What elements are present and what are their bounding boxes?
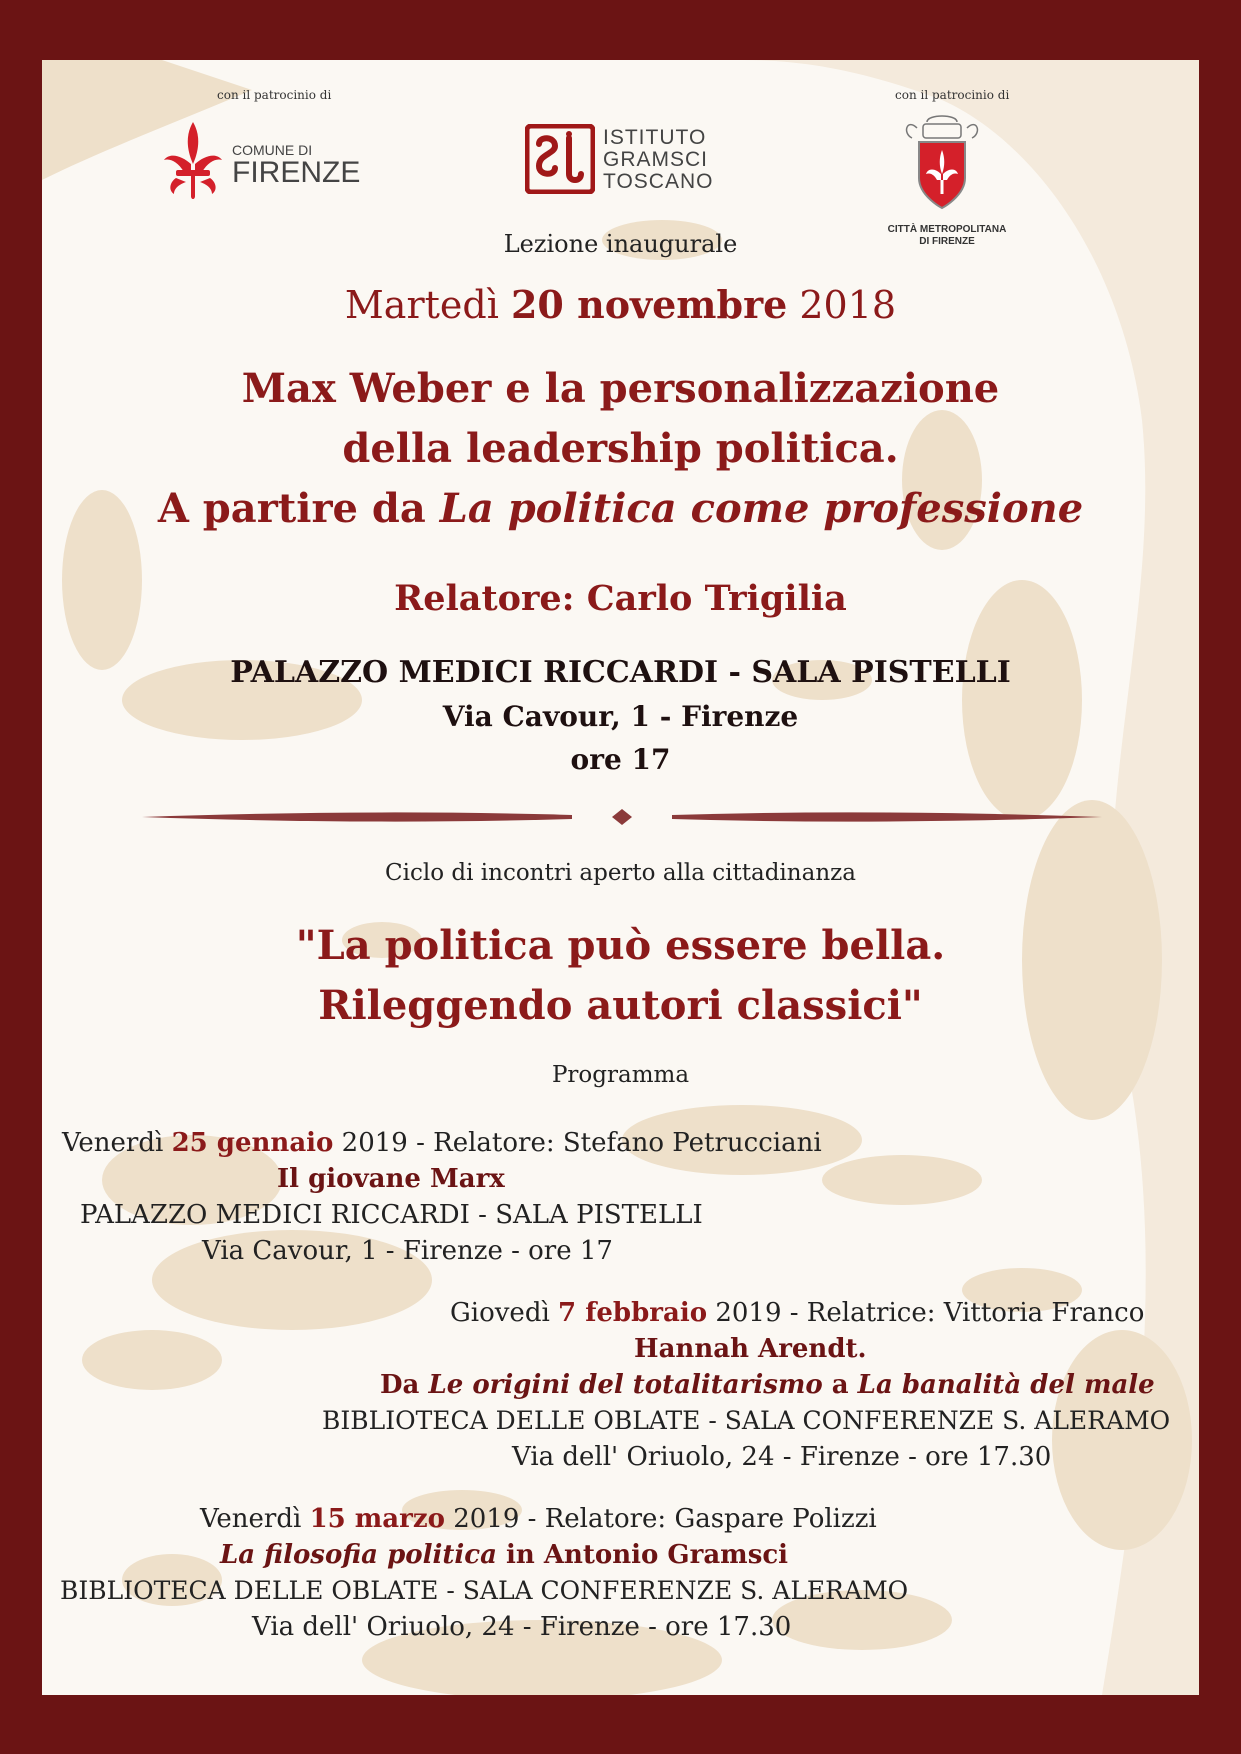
logo-gramsci-line2: GRAMSCI — [603, 148, 709, 171]
logo-citta-line1: CITTÀ METROPOLITANA — [887, 224, 1007, 235]
event-3-date: 15 marzo — [309, 1504, 445, 1534]
event-1-title: Il giovane Marx — [277, 1164, 505, 1194]
logo-gramsci-line3: TOSCANO — [603, 170, 714, 193]
event-3-title-italic: La filosofia politica — [220, 1540, 497, 1570]
event-2-date: 7 febbraio — [558, 1298, 708, 1328]
event-3-date-line — [200, 1504, 877, 1534]
event-1-venue: PALAZZO MEDICI RICCARDI - SALA PISTELLI — [80, 1200, 703, 1230]
lecture-title-line3-pre: A partire da — [157, 485, 426, 532]
lecture-venue: PALAZZO MEDICI RICCARDI - SALA PISTELLI — [230, 655, 1011, 690]
programma-label: Programma — [551, 1062, 690, 1088]
event-2-speaker: 2019 - Relatrice: Vittoria Franco — [715, 1298, 1145, 1328]
event-3-speaker: 2019 - Relatore: Gaspare Polizzi — [453, 1504, 877, 1534]
lecture-title-line3 — [42, 485, 1199, 532]
lecture-date — [42, 282, 1199, 327]
event-2-subtitle — [380, 1370, 1155, 1400]
event-1-day: Venerdì — [62, 1128, 164, 1158]
coat-of-arms-icon — [897, 108, 987, 218]
poster — [42, 60, 1199, 1695]
event-1-speaker: 2019 - Relatore: Stefano Petrucciani — [341, 1128, 822, 1158]
fleur-de-lis-icon — [162, 120, 224, 202]
logo-citta-line2: DI FIRENZE — [919, 236, 975, 247]
logo-gramsci-line1: ISTITUTO — [603, 126, 707, 149]
event-2-day: Giovedì — [450, 1298, 550, 1328]
event-2-subtitle-da: Da — [380, 1370, 420, 1400]
lecture-address: Via Cavour, 1 - Firenze — [442, 700, 799, 733]
event-3-title-rest: in Antonio Gramsci — [506, 1540, 789, 1570]
lecture-speaker: Relatore: Carlo Trigilia — [394, 578, 847, 619]
logo-istituto-gramsci — [525, 122, 725, 200]
patrocinio-right-note: con il patrocinio di — [895, 88, 1010, 102]
event-2-venue: BIBLIOTECA DELLE OBLATE - SALA CONFERENZE S. ALERAMO — [322, 1406, 1171, 1435]
lecture-time: ore 17 — [570, 743, 671, 776]
gramsci-mark-icon — [525, 124, 595, 194]
lecture-title-line2: della leadership politica. — [342, 425, 899, 472]
logo-firenze-line2: FIRENZE — [232, 156, 361, 189]
event-2-subtitle-work2: La banalità del male — [857, 1370, 1155, 1400]
lecture-date-year: 2018 — [799, 283, 897, 327]
lecture-date-day: Martedì — [344, 283, 499, 327]
cycle-intro: Ciclo di incontri aperto alla cittadinanza — [385, 860, 856, 886]
lecture-date-main: 20 novembre — [510, 282, 788, 327]
logo-firenze-line1: COMUNE DI — [232, 142, 313, 158]
cycle-title-line1: "La politica può essere bella. — [295, 922, 946, 969]
event-2-subtitle-a: a — [831, 1370, 849, 1400]
patrocinio-left-note: con il patrocinio di — [217, 88, 332, 102]
lecture-kind: Lezione inaugurale — [503, 230, 738, 258]
event-3-address: Via dell' Oriuolo, 24 - Firenze - ore 17.30 — [252, 1612, 792, 1642]
event-3-day: Venerdì — [200, 1504, 302, 1534]
event-2-subtitle-work1: Le origini del totalitarismo — [428, 1370, 823, 1400]
lecture-title-line1: Max Weber e la personalizzazione — [241, 365, 1000, 412]
lecture-title-line3-italic: La politica come professione — [439, 485, 1084, 532]
event-1-date: 25 gennaio — [171, 1128, 334, 1158]
event-2-title: Hannah Arendt. — [634, 1334, 867, 1364]
event-2-date-line — [450, 1298, 1144, 1328]
logo-comune-firenze — [162, 120, 362, 200]
event-3-title — [220, 1540, 788, 1570]
cycle-title-line2: Rileggendo autori classici" — [318, 982, 923, 1029]
ornament-divider — [142, 805, 1102, 829]
event-2-address: Via dell' Oriuolo, 24 - Firenze - ore 17.30 — [512, 1442, 1052, 1472]
event-1-address: Via Cavour, 1 - Firenze - ore 17 — [202, 1236, 613, 1266]
event-1-date-line — [62, 1128, 822, 1158]
event-3-venue: BIBLIOTECA DELLE OBLATE - SALA CONFERENZE S. ALERAMO — [60, 1576, 909, 1605]
